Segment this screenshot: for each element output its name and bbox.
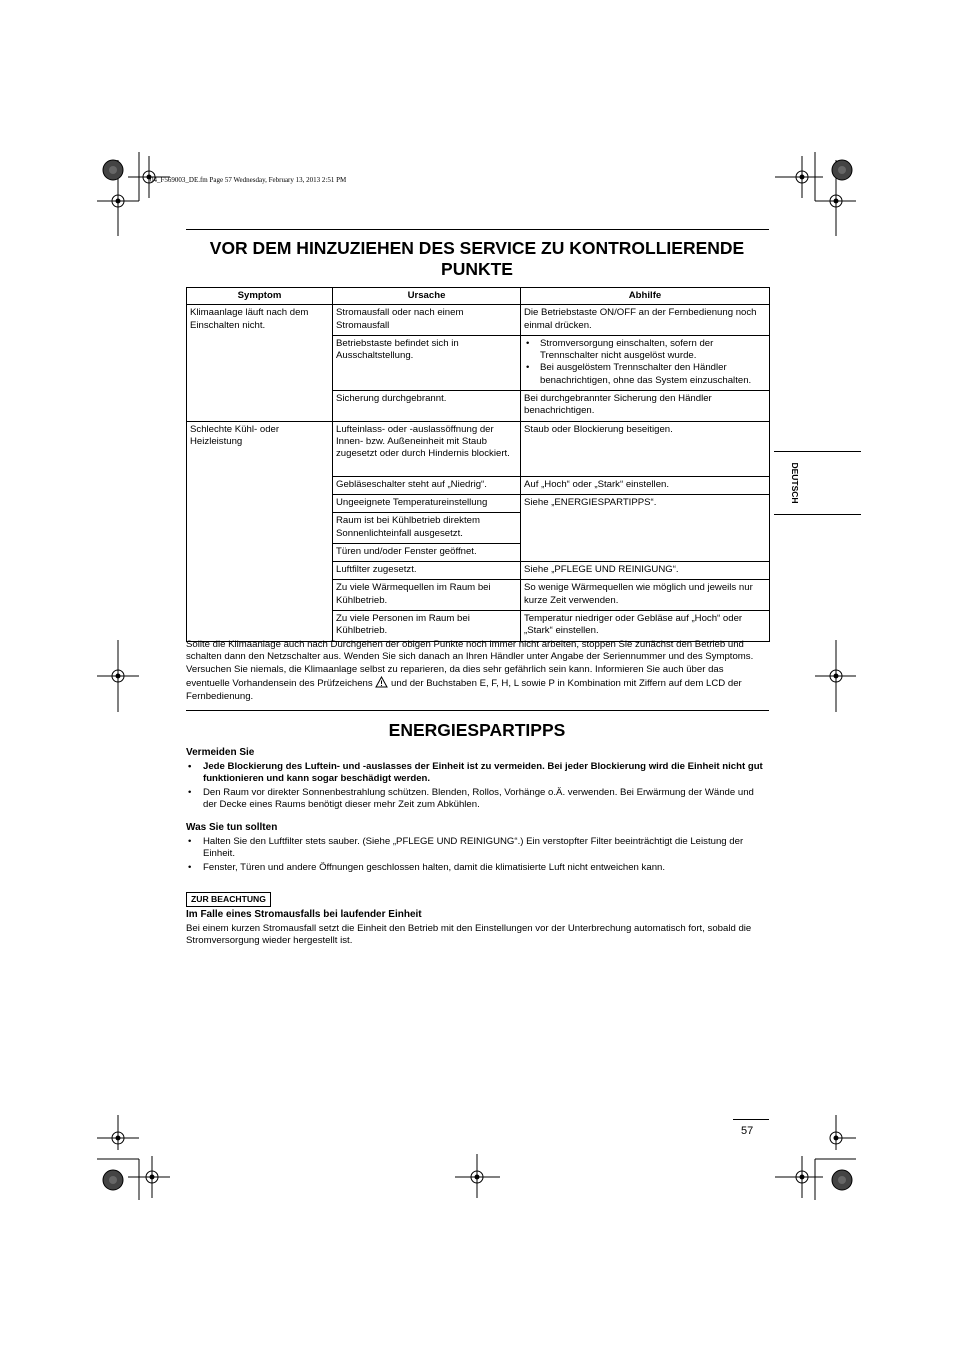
title-line-1: VOR DEM HINZUZIEHEN DES SERVICE ZU KONTROLLIERENDE bbox=[209, 238, 745, 258]
language-tab-text: DEUTSCH bbox=[790, 462, 800, 504]
color-swatch-icon bbox=[831, 1169, 853, 1191]
warning-triangle-icon bbox=[375, 676, 388, 688]
registration-mark-icon bbox=[794, 169, 810, 185]
remedy-cell: Staub oder Blockierung beseitigen. bbox=[521, 421, 770, 476]
paragraph-text: und der Buchstaben E, F, H, L sowie P in Kombination mit Ziffern auf dem LCD der Fernbedienung. bbox=[186, 678, 742, 702]
symptom-cell: Schlechte Kühl- oder Heizleistung bbox=[187, 421, 333, 641]
remedy-cell: Siehe „PFLEGE UND REINIGUNG“. bbox=[521, 562, 770, 580]
cause-cell: Zu viele Wärmequellen im Raum bei Kühlbetrieb. bbox=[333, 580, 521, 611]
avoid-list bbox=[186, 761, 768, 812]
cause-cell: Betriebstaste befindet sich in Ausschaltstellung. bbox=[333, 335, 521, 390]
registration-mark-icon bbox=[794, 1169, 810, 1185]
registration-mark-icon bbox=[144, 1169, 160, 1185]
cause-cell: Lufteinlass- oder -auslassöffnung der Innen- bzw. Außeneinheit mit Staub zugesetzt oder durch Hindernis blockiert. bbox=[333, 421, 521, 476]
registration-mark-icon bbox=[110, 193, 126, 209]
do-list bbox=[186, 836, 768, 875]
table-row bbox=[187, 305, 770, 336]
table-header-row bbox=[187, 288, 770, 305]
color-swatch-icon bbox=[102, 159, 124, 181]
page-number-rule bbox=[733, 1119, 769, 1120]
remedy-cell: Auf „Hoch“ oder „Stark“ einstellen. bbox=[521, 476, 770, 494]
remedy-bullet: • Bei ausgelöstem Trennschalter den Händler benachrichtigen, ohne das System einzuschalten. bbox=[524, 362, 766, 387]
troubleshooting-table bbox=[186, 287, 770, 642]
symptom-cell: Klimaanlage läuft nach dem Einschalten nicht. bbox=[187, 305, 333, 421]
file-info: 04_F569003_DE.fm Page 57 Wednesday, February 13, 2013 2:51 PM bbox=[150, 176, 347, 184]
remedy-cell: So wenige Wärmequellen wie möglich und jeweils nur kurze Zeit verwenden. bbox=[521, 580, 770, 611]
contact-dealer-paragraph bbox=[186, 639, 768, 703]
cause-cell: Zu viele Personen im Raum bei Kühlbetrieb. bbox=[333, 611, 521, 642]
section-rule bbox=[186, 710, 769, 711]
remedy-cell: Siehe „ENERGIESPARTIPPS“. bbox=[521, 494, 770, 561]
cause-cell: Ungeeignete Temperatureinstellung bbox=[333, 494, 521, 512]
note-label-box: ZUR BEACHTUNG bbox=[186, 892, 271, 907]
cause-cell: Sicherung durchgebrannt. bbox=[333, 391, 521, 422]
registration-mark-icon bbox=[110, 1130, 126, 1146]
cause-cell: Gebläseschalter steht auf „Niedrig“. bbox=[333, 476, 521, 494]
title-line-2: PUNKTE bbox=[441, 259, 513, 279]
power-failure-text: Bei einem kurzen Stromausfall setzt die Einheit den Betrieb mit den Einstellungen vor der Unterbrechung automatisch fort, sobald die Stromversorgung wieder hergestellt ist. bbox=[186, 923, 752, 947]
list-item: • Den Raum vor direkter Sonnenbestrahlung schützen. Blenden, Rollos, Vorhänge o.Ä. verwenden. Bei Erwärmung der Wände und der Decke eines Raums benötigt dieser mehr Zeit zum Abkühlen. bbox=[186, 787, 768, 812]
remedy-cell: Bei durchgebrannter Sicherung den Händler benachrichtigen. bbox=[521, 391, 770, 422]
header-cause: Ursache bbox=[333, 288, 521, 305]
page-number: 57 bbox=[741, 1125, 754, 1137]
avoid-heading: Vermeiden Sie bbox=[186, 747, 255, 758]
remedy-cell: Temperatur niedriger oder Gebläse auf „Hoch“ oder „Stark“ einstellen. bbox=[521, 611, 770, 642]
table-row bbox=[187, 421, 770, 476]
cause-cell: Luftfilter zugesetzt. bbox=[333, 562, 521, 580]
cause-cell: Raum ist bei Kühlbetrieb direktem Sonnenlichteinfall ausgesetzt. bbox=[333, 513, 521, 544]
language-side-tab bbox=[774, 451, 861, 515]
power-failure-heading: Im Falle eines Stromausfalls bei laufender Einheit bbox=[186, 909, 422, 920]
do-heading: Was Sie tun sollten bbox=[186, 822, 278, 833]
top-rule bbox=[186, 229, 769, 230]
remedy-bullet: • Stromversorgung einschalten, sofern der Trennschalter nicht ausgelöst wurde. bbox=[524, 338, 766, 363]
list-item: • Jede Blockierung des Luftein- und -auslasses der Einheit ist zu vermeiden. Bei jeder Blockierung wird die Einheit nicht gut funktionieren und kann sogar beschädigt werden. bbox=[186, 761, 768, 786]
list-item: • Halten Sie den Luftfilter stets sauber. (Siehe „PFLEGE UND REINIGUNG“.) Ein verstopfter Filter beeinträchtigt die Leistung der Einheit. bbox=[186, 836, 768, 861]
registration-mark-icon bbox=[110, 668, 126, 684]
cause-cell: Stromausfall oder nach einem Stromausfall bbox=[333, 305, 521, 336]
header-symptom: Symptom bbox=[187, 288, 333, 305]
language-tab-label bbox=[790, 458, 800, 508]
remedy-cell bbox=[521, 335, 770, 390]
registration-mark-icon bbox=[828, 668, 844, 684]
cause-cell: Türen und/oder Fenster geöffnet. bbox=[333, 543, 521, 561]
color-swatch-icon bbox=[831, 159, 853, 181]
registration-mark-icon bbox=[828, 1130, 844, 1146]
header-remedy: Abhilfe bbox=[521, 288, 770, 305]
color-swatch-icon bbox=[102, 1169, 124, 1191]
list-item: • Fenster, Türen und andere Öffnungen geschlossen halten, damit die klimatisierte Luft nicht entweichen kann. bbox=[186, 862, 768, 874]
section-title-energy-tips: ENERGIESPARTIPPS bbox=[388, 720, 566, 740]
registration-mark-icon bbox=[469, 1169, 485, 1185]
paragraph-text: Sollte die Klimaanlage auch nach Durchgehen der obigen Punkte noch immer nicht arbeiten, stoppen Sie zunächst den Betrieb und schalten dann den Netzschalter aus. Wenden Sie sich danach an Ihren Händler unter Angabe der Seriennummer und des Symptoms. Versuchen Sie niemals, die Klimaanlage selbst zu reparieren, da dies sehr gefährlich sein kann. Informieren Sie auch über das eventuelle Vorhandensein des Prüfzeichens bbox=[186, 639, 754, 690]
registration-mark-icon bbox=[828, 193, 844, 209]
section-title-checks bbox=[186, 238, 768, 280]
remedy-cell: Die Betriebstaste ON/OFF an der Fernbedienung noch einmal drücken. bbox=[521, 305, 770, 336]
